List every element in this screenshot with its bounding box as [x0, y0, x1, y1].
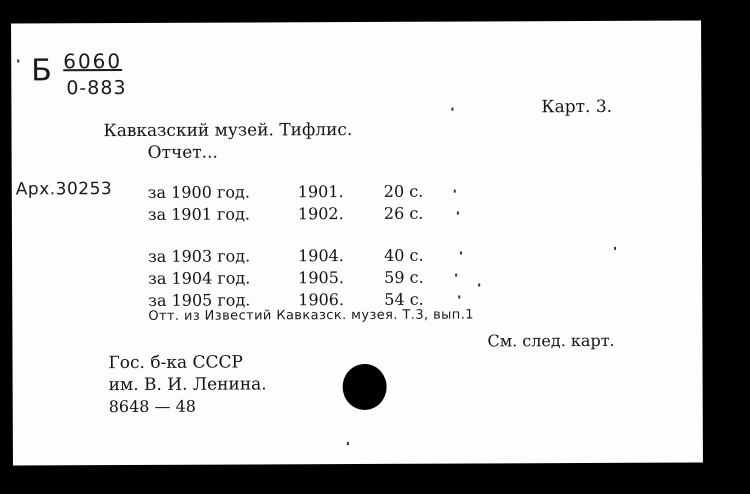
ink-speck [457, 212, 459, 215]
library-name: Гос. б-ка СССР [108, 352, 244, 374]
print-run-number: 8648 — 48 [108, 396, 197, 417]
entry-row [148, 203, 548, 225]
entry-pages: 59 с. [384, 267, 424, 287]
entry-row [148, 245, 548, 267]
ink-speck [451, 108, 453, 111]
shelf-mark-bottom: 0-883 [66, 77, 127, 100]
ink-speck [455, 274, 457, 277]
catalog-card [11, 20, 703, 465]
entry-period: за 1905 год. [148, 290, 251, 310]
entry-year: 1902. [297, 204, 344, 224]
entry-year: 1904. [298, 246, 344, 266]
entry-year: 1901. [297, 182, 344, 202]
ink-speck [614, 247, 616, 250]
library-dedication: им. В. И. Ленина. [108, 374, 267, 396]
entry-period: за 1904 год. [148, 268, 251, 288]
entry-year: 1906. [298, 290, 345, 310]
archive-mark: Арх.30253 [15, 179, 113, 200]
punch-hole [343, 364, 387, 410]
card-number: Карт. 3. [541, 96, 613, 118]
ink-speck [458, 296, 460, 299]
entry-period: за 1901 год. [147, 204, 251, 224]
ink-speck [460, 252, 462, 255]
entry-period: за 1903 год. [148, 246, 251, 266]
entry-pages: 40 с. [384, 245, 424, 265]
shelf-mark-letter: Б [31, 53, 52, 89]
entry-pages: 26 с. [383, 203, 424, 223]
entry-year: 1905. [298, 268, 345, 288]
card-title: Кавказский музей. Тифлис. [103, 120, 353, 142]
entry-pages: 20 с. [383, 181, 424, 201]
ink-speck [17, 59, 19, 62]
ink-speck [347, 442, 349, 445]
card-subtitle: Отчет... [147, 142, 218, 163]
ink-speck [478, 283, 480, 286]
offprint-note: Отт. из Известий Кавказск. музея. Т.3, вып.1 [148, 307, 474, 324]
shelf-mark-top: 6060 [63, 49, 123, 74]
ink-speck [454, 190, 456, 193]
entry-row [148, 181, 548, 203]
entry-period: за 1900 год. [147, 182, 250, 202]
entry-pages: 54 с. [384, 289, 424, 309]
see-next-card: См. след. карт. [487, 330, 615, 351]
entry-row [148, 267, 548, 289]
